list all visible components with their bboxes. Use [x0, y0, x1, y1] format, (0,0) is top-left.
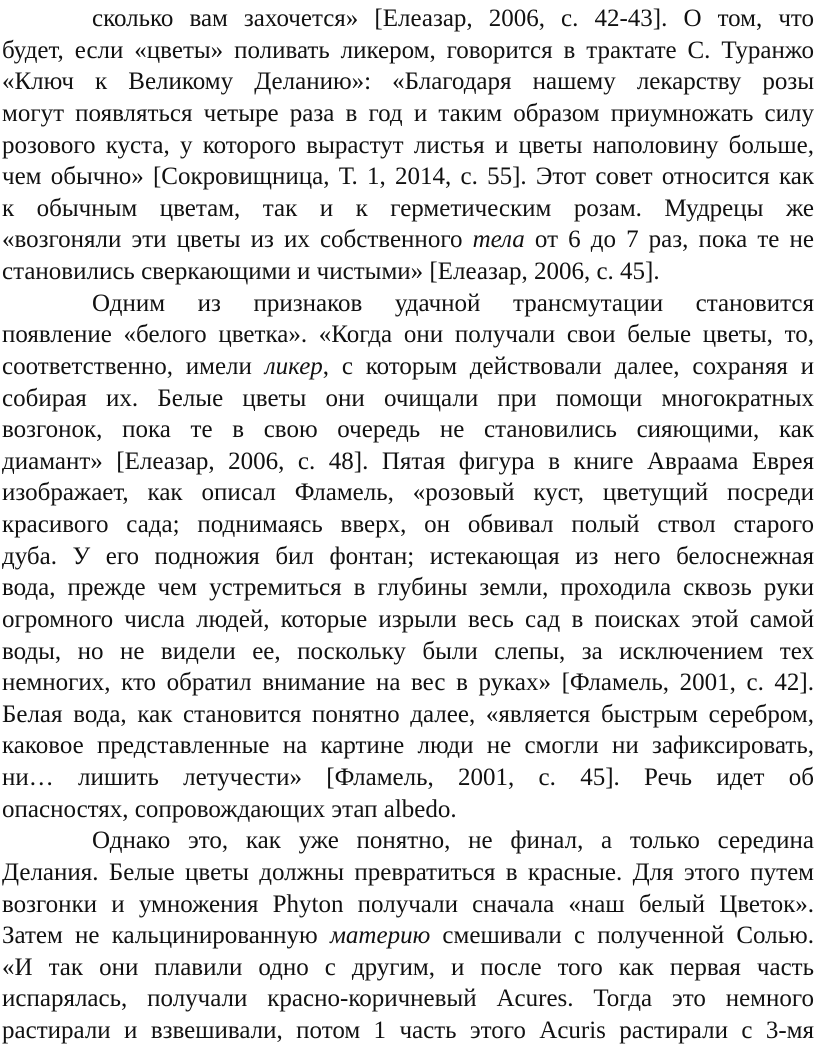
italic-term: ликер [264, 353, 323, 380]
text-line: ни… лишить летучести» [Фламель, 2001, с. 45]. Речь идет об [2, 764, 814, 791]
text-line: испарялась, получали красно-коричневый Acures. Тогда это немного [2, 985, 814, 1012]
text-line: «И так они плавили одно с другим, и после того как первая часть [2, 954, 814, 981]
text-line: воды, но не видели ее, поскольку были слепы, за исключением тех [2, 638, 814, 665]
text-line: «возгоняли эти цветы из их собственного тела от 6 до 7 раз, пока те не [2, 226, 814, 253]
text-line: огромного числа людей, которые изрыли весь сад в поисках этой самой [2, 606, 814, 633]
text-line: собирая их. Белые цветы они очищали при помощи многократных [2, 385, 814, 412]
text-line: Делания. Белые цветы должны превратиться в красные. Для этого путем [2, 859, 814, 886]
text-line: будет, если «цветы» поливать ликером, говорится в трактате С. Туранжо [2, 37, 814, 64]
text-line: Одним из признаков удачной трансмутации становится [92, 290, 814, 317]
text-line: «Ключ к Великому Деланию»: «Благодаря нашему лекарству розы [2, 68, 814, 95]
text-line: диамант» [Елеазар, 2006, с. 48]. Пятая фигура в книге Авраама Еврея [2, 448, 814, 475]
italic-term: материю [329, 922, 431, 949]
text-line: растирали и взвешивали, потом 1 часть этого Acuris растирали с 3-мя [2, 1017, 814, 1044]
text-line: становились сверкающими и чистыми» [Елеазар, 2006, с. 45]. [2, 258, 660, 285]
text-line: возгонки и умножения Phyton получали сначала «наш белый Цветок». [2, 891, 814, 918]
text-line: дуба. У его подножия бил фонтан; истекающая из него белоснежная [2, 543, 814, 570]
text-line: могут появляться четыре раза в год и таким образом приумножать силу [2, 100, 814, 127]
text-line: немногих, кто обратил внимание на вес в руках» [Фламель, 2001, с. 42]. [2, 669, 814, 696]
text-line: Однако это, как уже понятно, не финал, а только середина [92, 827, 814, 854]
text-line: возгонок, пока те в свою очередь не становились сияющими, как [2, 416, 814, 443]
text-line: розового куста, у которого вырастут листья и цветы наполовину больше, [2, 132, 814, 159]
text-line: изображает, как описал Фламель, «розовый куст, цветущий посреди [2, 479, 814, 506]
text-line: к обычным цветам, так и к герметическим розам. Мудрецы же [2, 195, 814, 222]
text-line: появление «белого цветка». «Когда они получали свои белые цветы, то, [2, 321, 814, 348]
italic-term: тела [472, 226, 525, 253]
text-line: вода, прежде чем устремиться в глубины земли, проходила сквозь руки [2, 574, 814, 601]
text-line: опасностях, сопровождающих этап albedo. [2, 796, 457, 823]
text-line: чем обычно» [Сокровищница, Т. 1, 2014, с. 55]. Этот совет относится как [2, 163, 814, 190]
text-line: красивого сада; поднимаясь вверх, он обвивал полый ствол старого [2, 511, 814, 538]
text-line: каковое представленные на картине люди не смогли ни зафиксировать, [2, 732, 814, 759]
text-line: соответственно, имели ликер, с которым действовали далее, сохраняя и [2, 353, 814, 380]
text-line: сколько вам захочется» [Елеазар, 2006, с. 42-43]. О том, что [92, 5, 814, 32]
text-line: Белая вода, как становится понятно далее, «является быстрым серебром, [2, 701, 814, 728]
text-line: Затем не кальцинированную материю смешивали с полученной Солью. [2, 922, 814, 949]
